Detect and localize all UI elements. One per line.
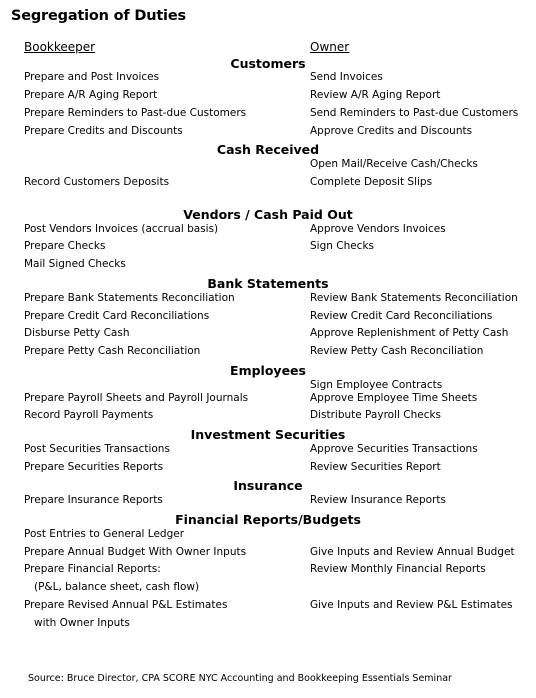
source-note: Source: Bruce Director, CPA SCORE NYC Accounting and Bookkeeping Essentials Seminar [28, 673, 452, 684]
duty-item: Mail Signed Checks [24, 258, 126, 270]
duty-item: Approve Employee Time Sheets [310, 392, 478, 404]
duty-item: Prepare and Post Invoices [24, 71, 160, 83]
duty-item: Sign Employee Contracts [310, 379, 443, 391]
duty-item: Approve Replenishment of Petty Cash [310, 327, 509, 339]
column-header-bookkeeper: Bookkeeper [24, 40, 96, 54]
section-insurance: Insurance [233, 478, 303, 493]
section-investment-securities: Investment Securities [190, 427, 346, 442]
duty-item: Prepare Reminders to Past-due Customers [24, 107, 247, 119]
duty-item: (P&L, balance sheet, cash flow) [34, 581, 200, 593]
duty-item: Give Inputs and Review P&L Estimates [310, 599, 513, 611]
duty-item: Prepare Revised Annual P&L Estimates [24, 599, 228, 611]
duty-item: Distribute Payroll Checks [310, 409, 442, 421]
duty-item: Post Securities Transactions [24, 443, 170, 455]
duty-item: Approve Credits and Discounts [310, 125, 473, 137]
duty-item: Send Reminders to Past-due Customers [310, 107, 519, 119]
section-vendors: Vendors / Cash Paid Out [183, 207, 353, 222]
duty-item: Review Monthly Financial Reports [310, 563, 486, 575]
duty-item: Prepare A/R Aging Report [24, 89, 158, 101]
duty-item: Post Vendors Invoices (accrual basis) [24, 223, 219, 235]
duty-item: Review Securities Report [310, 461, 441, 473]
duty-item: Prepare Annual Budget With Owner Inputs [24, 546, 247, 558]
duty-item: Prepare Financial Reports: [24, 563, 161, 575]
duty-item: Give Inputs and Review Annual Budget [310, 546, 515, 558]
duty-item: Review Insurance Reports [310, 494, 446, 506]
column-header-owner: Owner [310, 40, 350, 54]
duty-item: Prepare Payroll Sheets and Payroll Journals [24, 392, 249, 404]
duty-item: Open Mail/Receive Cash/Checks [310, 158, 478, 170]
duty-item: Post Entries to General Ledger [24, 528, 185, 540]
duty-item: Prepare Securities Reports [24, 461, 164, 473]
duty-item: with Owner Inputs [34, 617, 130, 629]
duty-item: Complete Deposit Slips [310, 176, 433, 188]
duty-item: Approve Securities Transactions [310, 443, 478, 455]
duty-item: Prepare Insurance Reports [24, 494, 163, 506]
section-employees: Employees [230, 363, 306, 378]
duty-item: Review Credit Card Reconciliations [310, 310, 493, 322]
duty-item: Disburse Petty Cash [24, 327, 130, 339]
duty-item: Record Customers Deposits [24, 176, 170, 188]
duty-item: Sign Checks [310, 240, 375, 252]
section-financial-reports: Financial Reports/Budgets [175, 512, 361, 527]
duty-item: Review A/R Aging Report [310, 89, 441, 101]
section-cash-received: Cash Received [216, 142, 320, 157]
duty-item: Approve Vendors Invoices [310, 223, 446, 235]
duty-item: Prepare Bank Statements Reconciliation [24, 292, 235, 304]
duty-item: Prepare Petty Cash Reconciliation [24, 345, 201, 357]
section-customers: Customers [230, 56, 306, 71]
duty-item: Prepare Credits and Discounts [24, 125, 183, 137]
duty-item: Record Payroll Payments [24, 409, 154, 421]
duty-item: Review Bank Statements Reconciliation [310, 292, 518, 304]
page-title: Segregation of Duties [11, 8, 186, 24]
duty-item: Prepare Credit Card Reconciliations [24, 310, 210, 322]
duty-item: Prepare Checks [24, 240, 106, 252]
section-bank-statements: Bank Statements [207, 276, 329, 291]
duty-item: Review Petty Cash Reconciliation [310, 345, 484, 357]
duty-item: Send Invoices [310, 71, 383, 83]
